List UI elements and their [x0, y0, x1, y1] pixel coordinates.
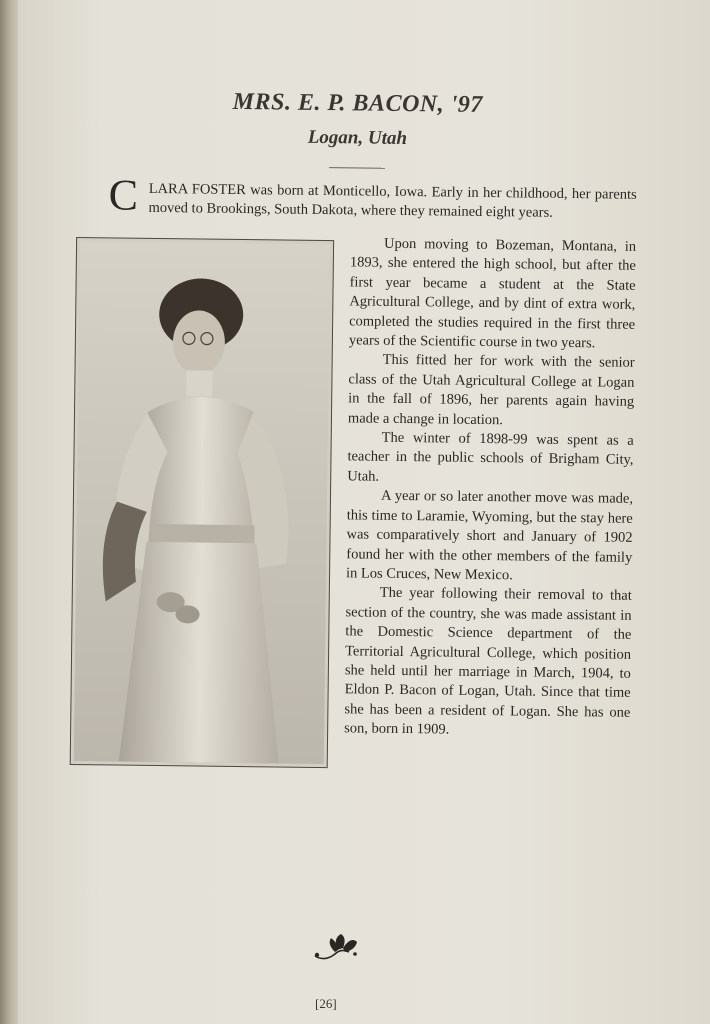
page-title: MRS. E. P. BACON, '97 — [232, 88, 484, 118]
portrait-image — [74, 241, 330, 764]
article-body — [70, 231, 636, 742]
body-paragraph: The winter of 1898-99 was spent as a teacher in the public schools of Brigham City, Utah. — [347, 429, 634, 485]
portrait-photo — [70, 237, 334, 768]
book-page — [18, 0, 710, 1024]
floral-ornament-icon — [311, 928, 361, 964]
intro-paragraph — [108, 170, 637, 223]
body-paragraph: The year following their removal to that section of the country, she was made assistant in the Domestic Science department of the Territorial Agricultural College, which position she held until her marriage in March, 1904, to Eldon P. Bacon of Logan, Utah. Since that time she has been a resident of Logan. She has one son, born in 1909. — [344, 585, 632, 738]
page-number: [26] — [315, 996, 337, 1011]
page-subtitle: Logan, Utah — [307, 126, 408, 150]
body-paragraph: This fitted her for work with the senior class of the Utah Agricultural College at Logan in the fall of 1896, her parents again having made a change in location. — [347, 352, 635, 428]
title-divider — [329, 167, 385, 169]
drop-cap: C — [108, 170, 139, 220]
body-paragraph: A year or so later another move was made, this time to Laramie, Wyoming, but the stay here was comparatively short and January of 1902 found her with the other members of the family in Los Cruces, New Mexico. — [345, 488, 634, 584]
intro-text: LARA FOSTER was born at Monticello, Iowa. Early in her childhood, her parents moved to Brookings, South Dakota, where they remained eight years. — [148, 180, 637, 221]
body-paragraph: Upon moving to Bozeman, Montana, in 1893, she entered the high school, but after the first year became a student at the State Agricultural College, and by dint of extra work, completed the studies required in the first three years of the Scientific course in two years. — [348, 235, 637, 352]
page-content — [70, 86, 638, 778]
